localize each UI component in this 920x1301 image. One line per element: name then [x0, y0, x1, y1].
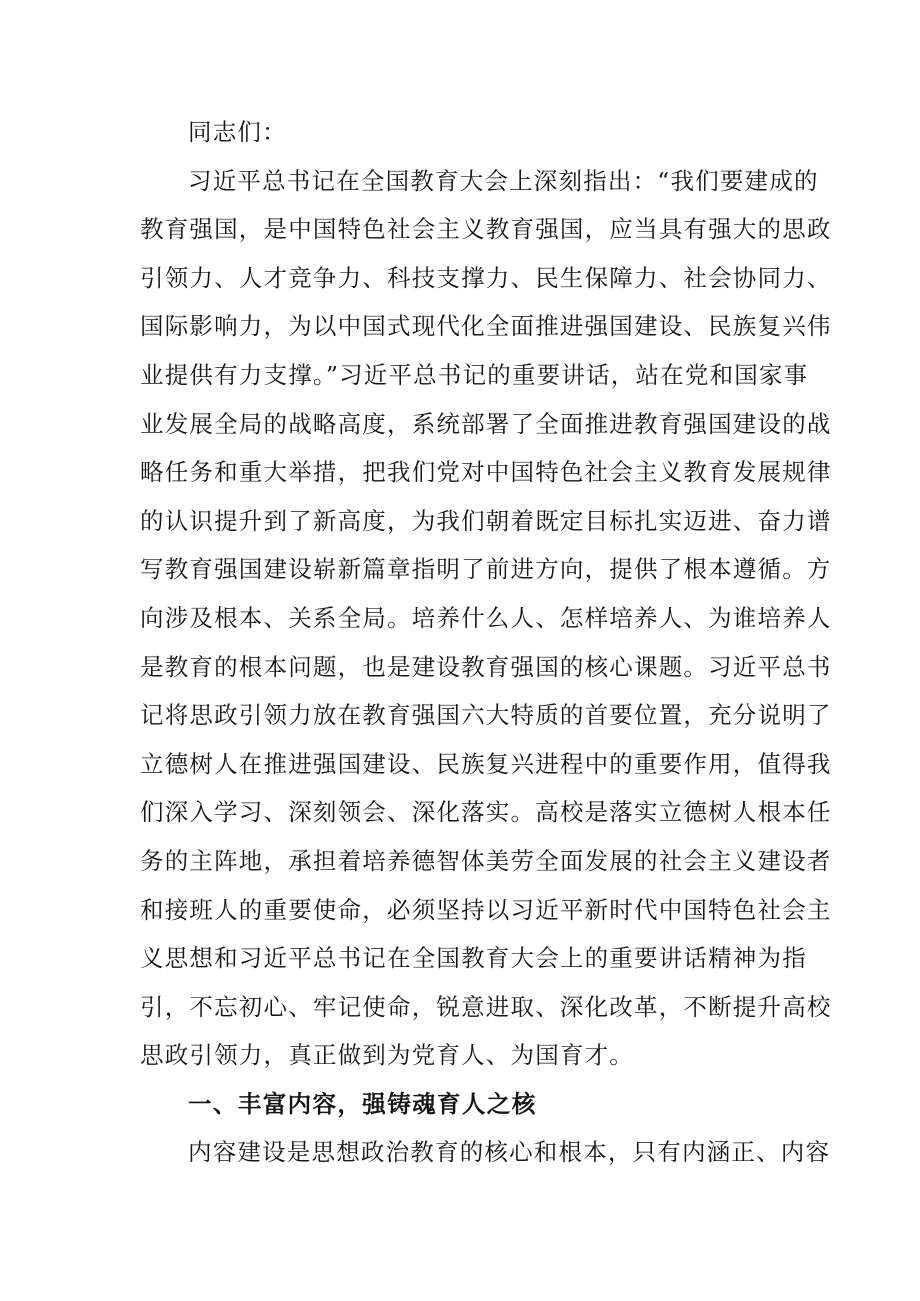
paragraph-line: 国际影响力，为以中国式现代化全面推进强国建设、民族复兴伟 [140, 312, 832, 341]
paragraph-2-line: 内容建设是思想政治教育的核心和根本，只有内涵正、内容 [188, 1138, 831, 1167]
paragraph-1 [140, 157, 832, 1080]
paragraph-line: 们深入学习、深刻领会、深化落实。高校是落实立德树人根本任 [140, 798, 832, 827]
paragraph-line: 引领力、人才竞争力、科技支撑力、民生保障力、社会协同力、 [140, 263, 832, 292]
paragraph-line: 的认识提升到了新高度，为我们朝着既定目标扎实迈进、奋力谱 [140, 506, 832, 535]
paragraph-line: 义思想和习近平总书记在全国教育大会上的重要讲话精神为指 [140, 944, 807, 973]
salutation: 同志们： [188, 118, 287, 146]
paragraph-line: 写教育强国建设崭新篇章指明了前进方向，提供了根本遵循。方 [140, 555, 832, 584]
paragraph-line: 立德树人在推进强国建设、民族复兴进程中的重要作用，值得我 [140, 749, 832, 778]
paragraph-line: 教育强国，是中国特色社会主义教育强国，应当具有强大的思政 [140, 215, 832, 244]
document-page [140, 108, 832, 1177]
paragraph-line: 和接班人的重要使命，必须坚持以习近平新时代中国特色社会主 [140, 895, 832, 924]
paragraph-line: 习近平总书记在全国教育大会上深刻指出：“我们要建成的 [188, 166, 819, 195]
section-heading: 一、丰富内容，强铸魂育人之核 [188, 1089, 537, 1118]
paragraph-line: 记将思政引领力放在教育强国六大特质的首要位置，充分说明了 [140, 701, 832, 730]
paragraph-line: 业提供有力支撑。”习近平总书记的重要讲话，站在党和国家事 [140, 360, 809, 389]
paragraph-line: 业发展全局的战略高度，系统部署了全面推进教育强国建设的战 [140, 409, 832, 438]
paragraph-line: 向涉及根本、关系全局。培养什么人、怎样培养人、为谁培养人 [140, 603, 832, 632]
paragraph-line: 思政引领力，真正做到为党育人、为国育才。 [140, 1041, 634, 1070]
paragraph-line: 略任务和重大举措，把我们党对中国特色社会主义教育发展规律 [140, 458, 832, 487]
paragraph-line: 务的主阵地，承担着培养德智体美劳全面发展的社会主义建设者 [140, 846, 832, 875]
paragraph-line: 引，不忘初心、牢记使命，锐意进取、深化改革，不断提升高校 [140, 992, 832, 1021]
paragraph-line: 是教育的根本问题，也是建设教育强国的核心课题。习近平总书 [140, 652, 832, 681]
